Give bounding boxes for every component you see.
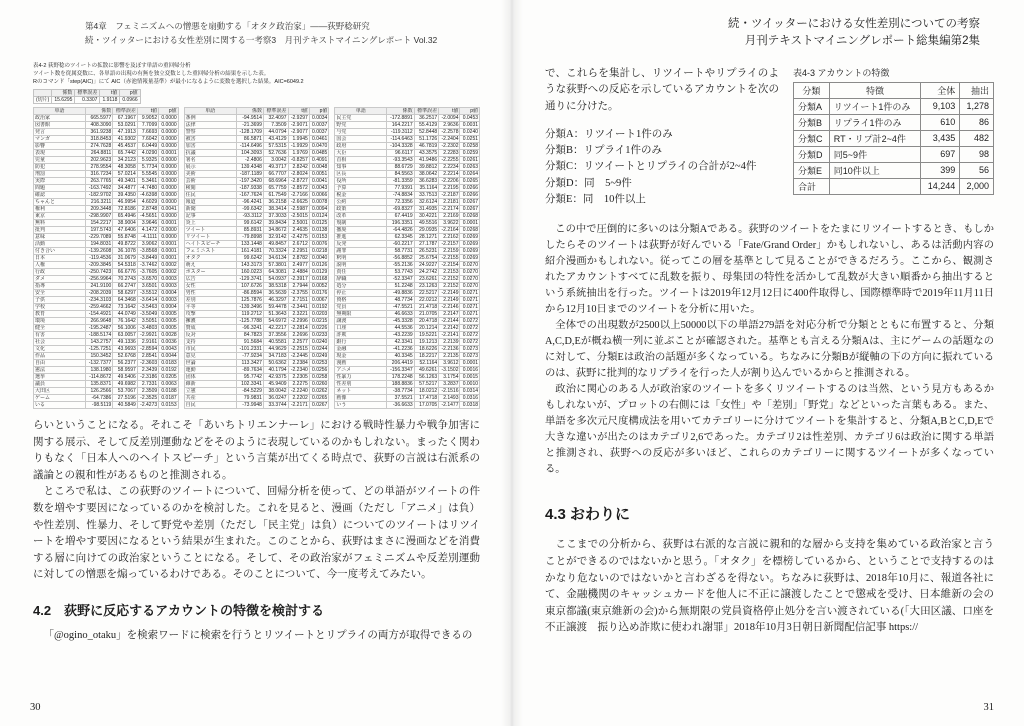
regression-row: 東京 -298.9907 65.4946 -4.5651 0.0000 — [35, 213, 177, 220]
regression-row: 支持 91.5684 40.5581 2.2577 0.0240 — [185, 339, 328, 346]
intro-paragraph: で、これらを集計し、リツイートやリプライのような荻野への反応を示しているアカウントを次の通りに分けた。 — [545, 67, 779, 113]
regression-row: 口座 44.5536 20.1214 2.2142 0.0272 — [336, 325, 479, 332]
classification-list — [545, 127, 779, 208]
regression-row: 被害 86.5871 43.4129 1.9945 0.0461 — [185, 136, 328, 143]
regression-row: マンガ 318.8453 41.9302 7.6042 0.0000 — [35, 136, 177, 143]
regression-table — [184, 107, 330, 409]
body-paragraph: 全体での出現数が2500以上50000以下の単語279語を対応分析で分類とともに布置すると、分類A,C,D,Eが概ね横一列に並ぶことが確認された。基準とも言える分類Aは、主にゲームの話題なのに対して、分類Eは政治の話題が多くなっている。ちなみに分類Bが縦軸の下の方向に振れているのは、荻野に批判的なリプライを行った人が割り込んでいるからと推測される。 — [545, 319, 994, 379]
table-caption-note1: ツイート数を従属変数に、各単語の出現の有無を独立変数とした重回帰分析の結果を示した表。 — [33, 71, 270, 78]
regression-table-caption — [33, 63, 480, 87]
regression-row: 展示 139.4348 49.3717 2.8242 0.0048 — [185, 164, 328, 171]
regression-row: 活動 194.8031 49.8722 3.9062 0.0001 — [35, 241, 177, 248]
regression-table-groups — [33, 107, 480, 409]
regression-row: 自由 -132.7377 56.2377 -2.3603 0.0183 — [35, 360, 177, 367]
regression-row: 署名 -2.4806 3.0042 -0.8257 0.4091 — [185, 157, 328, 164]
regression-row: 人権 -209.3845 54.5318 -3.7462 0.0002 — [35, 262, 177, 269]
regression-row: 広告 -129.3741 54.0937 -2.3917 0.0168 — [185, 276, 328, 283]
regression-row: 批判 197.5743 47.6406 4.1472 0.0000 — [35, 227, 177, 234]
running-head-chapter: 第4章 フェミニズムへの憎悪を扇動する「オタク政治家」――荻野稔研究 — [85, 21, 370, 31]
regression-row: 発言 361.9238 47.1913 7.6693 0.0000 — [35, 129, 177, 136]
regression-row: 行政 -250.7423 66.6776 -3.7605 0.0002 — [35, 269, 177, 276]
regression-row: いる -98.5119 40.5849 -2.4273 0.0153 — [35, 402, 177, 409]
regression-row: 芸術 -197.3420 68.6964 -2.8727 0.0041 — [185, 178, 328, 185]
intercept-header-row: 係数 標準誤差 t値 p値 — [34, 90, 141, 97]
regression-row: アニメ -156.3347 49.6261 -3.1502 0.0016 — [336, 367, 479, 374]
regression-row: 処分 51.2248 23.1263 2.2152 0.0270 — [336, 283, 479, 290]
running-head-subtitle: 続・ツイッターにおける女性差別に関する一考察3 月刊テキストマイニングレポート Vol.32 — [85, 34, 438, 45]
regression-header-row: 単語 係数 標準誤差 t値 p値 — [34, 108, 179, 115]
regression-row: 与党 -119.3112 52.8448 -2.2578 0.0240 — [336, 129, 479, 136]
regression-row: 大田区 126.2566 53.7067 2.3509 0.0188 — [35, 388, 177, 395]
regression-row: 謝罪 58.7731 26.5231 2.2159 0.0269 — [336, 248, 479, 255]
regression-row: 意見 -77.9234 34.7183 -2.2445 0.0249 — [185, 353, 328, 360]
regression-row: 住民 -167.7624 61.7549 -2.7166 0.0066 — [185, 192, 328, 199]
regression-row: オタク 99.6242 34.6134 2.8782 0.0040 — [185, 255, 328, 262]
right-body — [545, 222, 994, 477]
regression-row: 停止 -49.8836 22.5217 -2.2149 0.0271 — [336, 290, 479, 297]
regression-row: 健全 -195.2487 56.1006 -3.4803 0.0005 — [35, 325, 177, 332]
regression-row: 党員 -47.5521 21.4718 -2.2146 0.0271 — [336, 304, 479, 311]
top-right-column — [793, 66, 994, 209]
running-head-left — [85, 20, 480, 47]
regression-row: ちゃんと 216.3211 46.9954 4.6029 0.0000 — [35, 199, 177, 206]
regression-row: ネット -38.7734 18.0212 -2.1516 0.0314 — [336, 388, 479, 395]
regression-row: 政治家 665.5977 67.1967 9.9052 0.0000 — [35, 115, 177, 122]
regression-row: 大臣 96.6117 43.3575 2.2283 0.0259 — [336, 150, 479, 157]
running-head-title: 続・ツイッターにおける女性差別についての考察 — [728, 18, 980, 30]
regression-row: 賛成 -96.3241 42.2217 -2.2814 0.0226 — [185, 325, 328, 332]
regression-row: 撤廃 -64.4826 29.0935 -2.2164 0.0268 — [336, 227, 479, 234]
regression-row: 確認 -182.9702 39.4350 -4.6398 0.0000 — [35, 192, 177, 199]
regression-row: 新聞 -99.6342 38.3414 -2.5987 0.0094 — [185, 206, 328, 213]
regression-row: 銀行 42.3341 19.1213 2.2139 0.0272 — [336, 339, 479, 346]
regression-header-row: 単語 係数 標準誤差 t値 p値 — [335, 108, 480, 115]
regression-row: 責任 53.7743 24.2742 2.2153 0.0270 — [336, 269, 479, 276]
regression-row: 安全 -208.2039 58.6297 -3.5512 0.0004 — [35, 290, 177, 297]
regression-row: 防犯 278.9554 48.3058 5.7734 0.0000 — [35, 164, 177, 171]
regression-row: 付き合い -139.2608 36.1078 -3.8568 0.0001 — [35, 248, 177, 255]
regression-row: 社会 143.2757 49.1336 2.9161 0.0036 — [35, 339, 177, 346]
regression-row: 無料 154.2217 38.9004 3.9646 0.0001 — [35, 220, 177, 227]
regression-row: 知事 88.6729 39.8812 2.2234 0.0263 — [336, 164, 479, 171]
regression-row: 刑罰 316.7234 57.0214 5.5545 0.0000 — [35, 171, 177, 178]
regression-row: 漫画 206.4419 52.1164 3.9612 0.0001 — [336, 360, 479, 367]
account-table-header-row: 分類 特徴 全体 抽出 — [794, 82, 994, 98]
regression-row: ツイート 85.8931 34.8672 2.4635 0.0138 — [185, 227, 328, 234]
regression-row: 議員 135.8371 49.6982 2.7331 0.0063 — [35, 381, 177, 388]
account-table — [793, 82, 994, 195]
regression-row: 表現 264.8811 65.7442 4.0290 0.0001 — [35, 150, 177, 157]
page-number-right: 31 — [983, 702, 994, 713]
left-body — [33, 418, 480, 584]
regression-row: 権利 209.3448 72.8186 2.8748 0.0041 — [35, 206, 177, 213]
regression-row: 政策 -69.8327 31.4935 -2.2174 0.0267 — [336, 206, 479, 213]
regression-row: 区長 84.5563 38.0642 2.2214 0.0264 — [336, 171, 479, 178]
account-table-row: 分類C RT・リプ計2~4件 3,435 482 — [794, 130, 994, 146]
running-head-right — [545, 16, 994, 51]
account-table-row: 合計 14,244 2,000 — [794, 178, 994, 194]
regression-row: 首相 -93.3543 41.9486 -2.2255 0.0261 — [336, 157, 479, 164]
body-paragraph: この中で圧倒的に多いのは分類Aである。荻野のツイートをたまにリツイートするとき、もしかしたらそのツイートは荻野が好んでいる「Fate/Grand Order」かもしれないし、あるは活動内容の紹介漫画かもしれない。従ってこの層を基準として見ることができるだろう。ここから、観測されたアカウントすべてに乱数を振り、母集団の特性を活かして乱数が大きい順番から抽出するという系統抽出を行った。ツイートは2019年12月12日に400件取得し、国際標準時で2019年11月11日から12月10日までのツイートを分析に用いた。 — [545, 224, 994, 315]
classification-item: 分類B：リプライ1件のみ — [545, 145, 662, 157]
regression-row: 反発 -60.2217 27.1787 -2.2157 0.0269 — [336, 241, 479, 248]
regression-row: ダメ -256.9964 70.2743 -3.6570 0.0003 — [35, 276, 177, 283]
regression-row: 法律 -21.3699 7.3509 -2.9071 0.0037 — [185, 122, 328, 129]
regression-row: 性暴力 178.2248 56.1263 3.1754 0.0015 — [336, 374, 479, 381]
regression-row: 野党 164.2217 55.4129 2.9636 0.0031 — [336, 122, 479, 129]
regression-row: 日本 -119.4536 31.0679 -3.8449 0.0001 — [35, 255, 177, 262]
regression-row: フェミニスト 161.4181 70.3324 2.2951 0.0218 — [185, 248, 328, 255]
regression-row: 条例 -94.9514 32.4097 -2.9297 0.0034 — [185, 115, 328, 122]
intercept-table — [33, 89, 141, 104]
classification-item: 分類C：リツイートとリプライの合計が2~4件 — [545, 161, 757, 173]
running-head-subtitle: 月刊テキストマイニングレポート総集編第2集 — [744, 35, 980, 48]
regression-row: 国会 -114.6463 51.1726 -2.2404 0.0251 — [336, 136, 479, 143]
top-left-column — [545, 66, 779, 209]
regression-row: 環境 266.9648 76.1642 3.5051 0.0005 — [35, 318, 177, 325]
classification-item: 分類A：リツイート1件のみ — [545, 128, 673, 140]
regression-row: 加害 -114.6496 57.5315 -1.9929 0.0470 — [185, 143, 328, 150]
regression-row: 炎上 99.6142 39.8434 2.5001 0.0125 — [185, 220, 328, 227]
classification-item: 分類D：同 5~9件 — [545, 177, 632, 189]
regression-row: 辞職 -52.3347 23.6261 -2.2152 0.0270 — [336, 276, 479, 283]
regression-row: 予算 77.9391 35.1164 2.2195 0.0266 — [336, 185, 479, 192]
regression-row: 説明 -55.2136 24.9227 -2.2154 0.0270 — [336, 262, 479, 269]
regression-row: 子供 -234.3103 64.3468 -3.6414 0.0003 — [35, 297, 177, 304]
regression-row: 検閲 -187.9338 65.7759 -2.8572 0.0043 — [185, 185, 328, 192]
regression-row: 民主党 -172.8891 36.2517 -2.0094 0.0453 — [336, 115, 479, 122]
regression-header-row: 単語 係数 標準誤差 t値 p値 — [184, 108, 329, 115]
regression-row: 児童 202.9623 34.2123 5.9325 0.0000 — [35, 157, 177, 164]
account-table-row: 分類D 同5~9件 697 98 — [794, 146, 994, 162]
regression-row: 女性 107.6726 38.5318 2.7944 0.0052 — [185, 283, 328, 290]
regression-row: リツイート -79.8998 32.9142 -2.4275 0.0153 — [185, 234, 328, 241]
regression-row: 実際 263.7765 49.3401 5.3461 0.0000 — [35, 178, 177, 185]
regression-row: 有害 -188.5174 63.0057 -2.9921 0.0028 — [35, 332, 177, 339]
intercept-row: (切片) 15.6295 0.3307 1.9118 0.0966 — [34, 97, 141, 104]
regression-row: 政府 -104.3328 46.7819 -2.2302 0.0258 — [336, 143, 479, 150]
regression-row: 画像 37.5521 17.4718 2.1493 0.0316 — [336, 395, 479, 402]
regression-row: 税金 -74.8834 33.7513 -2.2187 0.0266 — [336, 192, 479, 199]
account-table-row: 分類A リツイート1件のみ 9,103 1,278 — [794, 98, 994, 114]
account-table-row: 分類E 同10件以上 399 56 — [794, 162, 994, 178]
section-heading-4-2: 4.2 荻野に反応するアカウントの特徴を検討する — [33, 602, 324, 618]
regression-row: 報道 -96.4241 36.2158 -2.6625 0.0078 — [185, 199, 328, 206]
regression-row: 公約 72.3356 32.6124 2.2181 0.0267 — [336, 199, 479, 206]
regression-row: 共産 79.9831 36.0247 2.2202 0.0265 — [185, 395, 328, 402]
regression-row: 詐欺 -43.2239 19.5221 -2.2141 0.0272 — [336, 332, 479, 339]
regression-row: 自民 -73.9948 33.3744 -2.2171 0.0267 — [185, 402, 328, 409]
regression-row: 現金 40.3345 18.2217 2.2135 0.0273 — [336, 353, 479, 360]
regression-row: 攻撃 119.2712 51.3643 2.3221 0.0203 — [185, 311, 328, 318]
regression-row: 市民 -101.2331 44.9629 -2.2515 0.0244 — [185, 346, 328, 353]
regression-table — [334, 107, 480, 409]
classification-item: 分類E：同 10件以上 — [545, 193, 646, 205]
regression-row: 選挙 -114.8672 49.5406 -2.3186 0.0205 — [35, 374, 177, 381]
body-paragraph: 政治に関心のある人が政治家のツイートを多くリツイートするのは当然、という見方もあるかもしれないが、プロットの右側には「女性」や「差別」「野党」などといった言葉もある。また、単語を多次元尺度構成法を用いてカテゴリーに分けてツイートを集計すると、分類A,BとC,D,Eで大きな違いが出たのはカテゴリ2,6であった。カテゴリ2は性差別、カテゴリ6は政治に関する単語と推測され、荻野への反応が多いほど、これらのカテゴリーに関するツイートが多くなっている。 — [545, 383, 994, 475]
table-caption-title: 表4-2 荻野稔のツイートの拡散に影響を及ぼす単語の重回帰分析 — [33, 63, 191, 70]
body-paragraph: ところで私は、この荻野のツイートについて、回帰分析を使って、どの単語がツイートの件数を増やす要因になっているのかを検討した。これを見ると、漫画（ただし「アニメ」は負）や性差別、性暴力、そして野党や差別（ただし「民主党」は負）についてのツイートはリツイートを増やす要因になるという結果が生まれた。このことから、荻野はまさに漫画などを消費する層に向けての政治家ということになる。そして、その政治家がフェミニズムや反差別運動に対しての憎悪を煽っているわけである。そのことについて、今一度考えてみたい。 — [33, 486, 480, 581]
regression-row: 世論 113.3427 50.6362 2.2384 0.0253 — [185, 360, 328, 367]
regression-row: 釈明 -56.8852 25.6754 -2.2155 0.0269 — [336, 255, 479, 262]
regression-row: 性差別 188.8836 57.5217 3.2837 0.0010 — [336, 381, 479, 388]
regression-row: 擁護 -125.7788 54.6972 -2.2996 0.0215 — [185, 318, 328, 325]
regression-row: 憲法 138.1980 58.9597 2.3439 0.0192 — [35, 367, 177, 374]
top-section — [545, 66, 994, 209]
regression-row: 意味 -229.7089 55.8748 -4.1111 0.0000 — [35, 234, 177, 241]
regression-row: 推進 62.3345 28.1271 2.2162 0.0269 — [336, 234, 479, 241]
regression-row: 図書館 408.3090 53.0291 7.7099 0.0000 — [35, 122, 177, 129]
regression-row: ゲーム -64.7386 27.5196 -2.3525 0.0187 — [35, 395, 177, 402]
regression-row: 問題 -163.7492 34.4877 -4.7480 0.0000 — [35, 185, 177, 192]
regression-row: 譲渡 -45.3328 20.4718 -2.2144 0.0272 — [336, 318, 479, 325]
closing-paragraph: ここまでの分析から、荻野は右派的な言説に親和的な層から支持を集めている政治家と言うことができるのではないかと思う。「オタク」を標榜しているから、ということで支持するのはかなり危ないのではないかと言わざるを得ない。ちなみに荻野は、2018年10月に、報道各社にて、金融機関のキャッシュカードを他人に不正に譲渡したことで懲戒を受け、日本維新の会の東京都議(東京維新の会)から無期限の党員資格停止処分を言い渡されている(「大田区議、口座を不正譲渡 振り込め詐欺に使われ謝罪」2018年10月3日朝日新聞配信記事 https:// — [545, 539, 994, 634]
regression-row: 規制 196.3351 49.5516 3.9622 0.0001 — [336, 220, 479, 227]
regression-row: 男性 -86.8594 36.5639 -2.3755 0.0176 — [185, 290, 328, 297]
regression-row: 維新 102.3341 45.9409 2.2275 0.0260 — [185, 381, 328, 388]
account-table-row: 分類B リプライ1件のみ 610 86 — [794, 114, 994, 130]
regression-row: 無期限 46.6633 21.0705 2.2147 0.0271 — [336, 311, 479, 318]
regression-row: 美術 -187.1189 66.7707 -2.8024 0.0051 — [185, 171, 328, 178]
regression-row: 平等 -139.3496 59.4478 -2.3441 0.0192 — [185, 304, 328, 311]
regression-row: 記事 -93.3112 37.3033 -2.5015 0.0124 — [185, 213, 328, 220]
regression-row: 立憲 -84.5229 38.0042 -2.2240 0.0262 — [185, 388, 328, 395]
regression-row: 作品 150.3452 52.6768 2.8541 0.0044 — [35, 353, 177, 360]
regression-row: 反対 84.7823 37.3556 2.2696 0.0233 — [185, 332, 328, 339]
regression-row: 改革 67.4419 30.4221 2.2169 0.0268 — [336, 213, 479, 220]
regression-row: 学校 -259.4662 73.1642 -3.5463 0.0004 — [35, 304, 177, 311]
regression-row: 団体 95.7742 42.9375 2.2305 0.0258 — [185, 374, 328, 381]
account-table-caption: 表4-3 アカウントの特徴 — [793, 67, 890, 78]
regression-row: 教育 -154.4921 44.0749 -3.5049 0.0005 — [35, 311, 177, 318]
regression-row: 指導 241.9100 66.2747 3.6501 0.0003 — [35, 283, 177, 290]
regression-row: 抗議 104.3093 52.7636 1.9769 0.0485 — [185, 150, 328, 157]
regression-row: 資格 48.7734 22.0212 2.2149 0.0271 — [336, 297, 479, 304]
regression-row: 影響 274.7628 45.4537 6.0449 0.0000 — [35, 143, 177, 150]
regression-row: いう -36.6633 17.0705 -2.1477 0.0318 — [336, 402, 479, 409]
regression-row: ポスター 160.0223 64.3081 2.4884 0.0129 — [185, 269, 328, 276]
right-page — [512, 0, 1024, 726]
page-number-left: 30 — [30, 702, 41, 713]
regression-row: 差別 125.7876 46.3297 2.7151 0.0067 — [185, 297, 328, 304]
regression-row: 役所 -81.3359 36.6283 -2.2206 0.0265 — [336, 178, 479, 185]
body-paragraph: らいということになる。それこそ「あいちトリエンナーレ」における戦時性暴力や戦争加害に関する展示、そして反差別運動などをそのように表現しているのかもしれない。まったく関わりもなく「日本人へのヘイトスピーチ」という言葉が出てくる時点で、荻野の言説は右派系の議論との親和性があるものと推測される。 — [33, 420, 480, 481]
regression-row: 萌え 143.3173 57.3801 2.4977 0.0126 — [185, 262, 328, 269]
section-heading-4-3: 4.3 おわりに — [545, 506, 631, 524]
regression-row: 文化 -125.7251 43.9693 -2.8594 0.0043 — [35, 346, 177, 353]
regression-row: ヘイトスピーチ 133.1448 49.8457 2.6712 0.0076 — [185, 241, 328, 248]
table-caption-note2: Rのコマンド「step(AIC)」にて AIC（赤池情報量基準）が最小になるように変数を選択した結果。AIC=6049.2 — [33, 79, 304, 86]
regression-row: 警察 -128.1709 44.0794 -2.9077 0.0037 — [185, 129, 328, 136]
regression-row: 運動 -89.7634 40.1794 -2.2340 0.0256 — [185, 367, 328, 374]
regression-table — [33, 107, 179, 409]
regression-row: 金融 -41.2236 18.6226 -2.2136 0.0273 — [336, 346, 479, 353]
section-body-paragraph: 「@ogino_otaku」を検索ワードに検索を行うとリツイートとリプライの両方が取得できるの — [43, 629, 473, 641]
